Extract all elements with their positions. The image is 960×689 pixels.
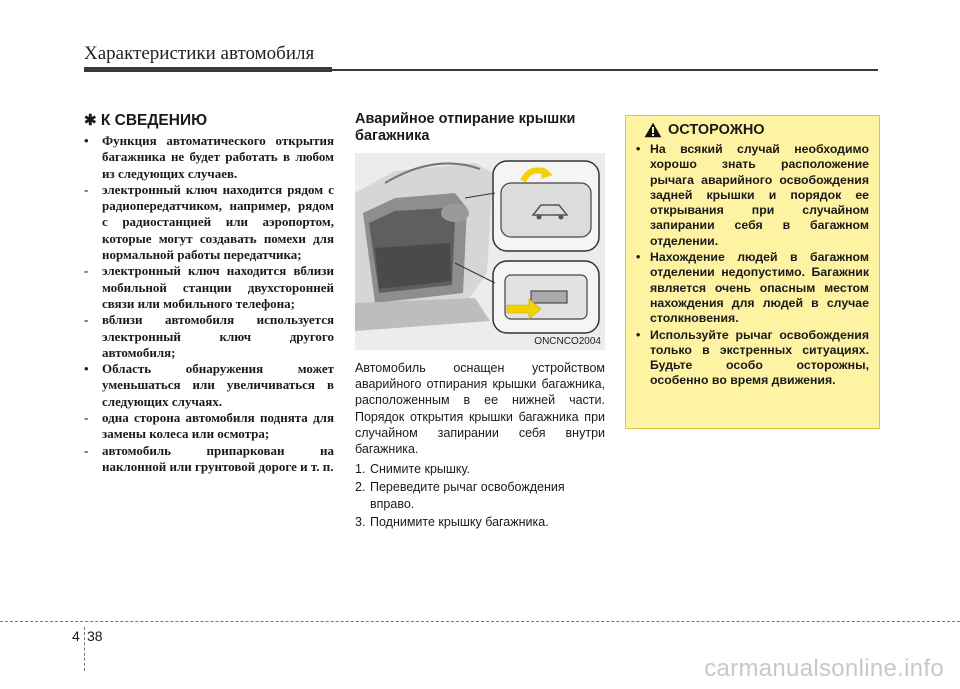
- dash-icon: -: [84, 312, 89, 328]
- trunk-illustration-svg: [355, 153, 605, 350]
- header-rule-thin: [332, 69, 878, 71]
- step-text: Снимите крышку.: [370, 462, 471, 477]
- notice-heading: [84, 111, 334, 130]
- header-rule-thick: [84, 67, 332, 72]
- bullet-icon: •: [84, 361, 89, 377]
- warning-item: [636, 142, 869, 249]
- notice-column: [84, 111, 334, 475]
- step-text: Поднимите крышку багажника.: [370, 514, 549, 529]
- figure-code: ONCNCO2004: [534, 336, 601, 347]
- notice-subitem: [84, 263, 334, 312]
- warning-item-text: Нахождение людей в багажном отделении недопустимо. Багажник является очень опасным местом нахождения для людей в случае столкновения.: [650, 250, 869, 326]
- warning-item-text: Используйте рычаг освобождения только в экстренных ситуациях. Будьте особо осторожны, особенно во время движения.: [650, 327, 869, 388]
- asterisk-icon: ✱: [84, 112, 97, 129]
- step-number: 1.: [355, 462, 366, 477]
- bullet-icon: •: [84, 133, 89, 148]
- warning-title-text: ОСТОРОЖНО: [668, 122, 765, 138]
- warning-item: [636, 328, 869, 389]
- notice-item-text: Функция автоматического открытия багажника не будет работать в любом из следующих случаев.: [102, 133, 334, 181]
- warning-item: [636, 250, 869, 326]
- header-title: Характеристики автомобиля: [84, 43, 315, 64]
- notice-subitem: [84, 182, 334, 263]
- notice-sublist: [84, 182, 334, 361]
- warning-triangle-icon: [644, 122, 662, 138]
- warning-box: [625, 115, 880, 429]
- step-text: Переведите рычаг освобождения вправо.: [370, 480, 565, 511]
- notice-subitem-text: электронный ключ находится рядом с радиопередатчиком, например, рядом с радиостанцией или аэропортом, которые могут создавать помехи для нормальной работы передатчика;: [102, 181, 334, 263]
- notice-sublist: [84, 410, 334, 475]
- notice-heading-text: К СВЕДЕНИЮ: [100, 112, 208, 129]
- notice-subitem-text: одна сторона автомобиля поднята для замены колеса или осмотра;: [102, 410, 334, 442]
- step-item: [355, 514, 605, 530]
- emergency-column: [355, 111, 605, 532]
- notice-subitem: [84, 410, 334, 443]
- notice-subitem-text: электронный ключ находится вблизи мобильной станции двухсторонней связи или мобильного телефона;: [102, 263, 334, 311]
- emergency-heading: Аварийное отпирание крышки багажника: [355, 111, 576, 144]
- warning-title: [644, 122, 869, 138]
- notice-subitem: [84, 443, 334, 476]
- footer-rule: [0, 621, 960, 622]
- dash-icon: -: [84, 410, 89, 426]
- notice-item: [84, 133, 334, 182]
- dash-icon: -: [84, 181, 89, 197]
- dash-icon: -: [84, 263, 89, 279]
- footer-divider: [84, 627, 85, 671]
- dash-icon: -: [84, 442, 89, 458]
- warning-item-text: На всякий случай необходимо хорошо знать расположение рычага аварийного освобождения задней крышки и порядок ее открывания при случайном запирании себя в багажном отделении.: [650, 142, 869, 248]
- bullet-icon: •: [636, 327, 641, 342]
- chapter-number: 4: [72, 628, 80, 644]
- notice-subitem: [84, 312, 334, 361]
- step-item: [355, 479, 605, 511]
- notice-body: [84, 133, 334, 475]
- notice-item-text: Область обнаружения может уменьшаться или увеличиваться в следующих случаях.: [102, 361, 334, 409]
- emergency-paragraph: Автомобиль оснащен устройством аварийного отпирания крышки багажника, расположенным в ее нижней части. Порядок открытия крышки багажника при случайном запирании себя внутри багажника.: [355, 361, 605, 457]
- step-number: 3.: [355, 514, 366, 529]
- bullet-icon: •: [636, 250, 641, 265]
- watermark: carmanualsonline.info: [704, 655, 944, 682]
- page-number: 38: [87, 628, 103, 644]
- notice-subitem-text: автомобиль припаркован на наклонной или грунтовой дороге и т. п.: [102, 442, 334, 474]
- notice-item: [84, 361, 334, 410]
- emergency-steps: [355, 461, 605, 530]
- step-item: [355, 461, 605, 477]
- step-number: 2.: [355, 480, 366, 495]
- bullet-icon: •: [636, 142, 641, 156]
- notice-subitem-text: вблизи автомобиля используется электронный ключ другого автомобиля;: [102, 312, 334, 360]
- trunk-release-illustration: [355, 153, 605, 350]
